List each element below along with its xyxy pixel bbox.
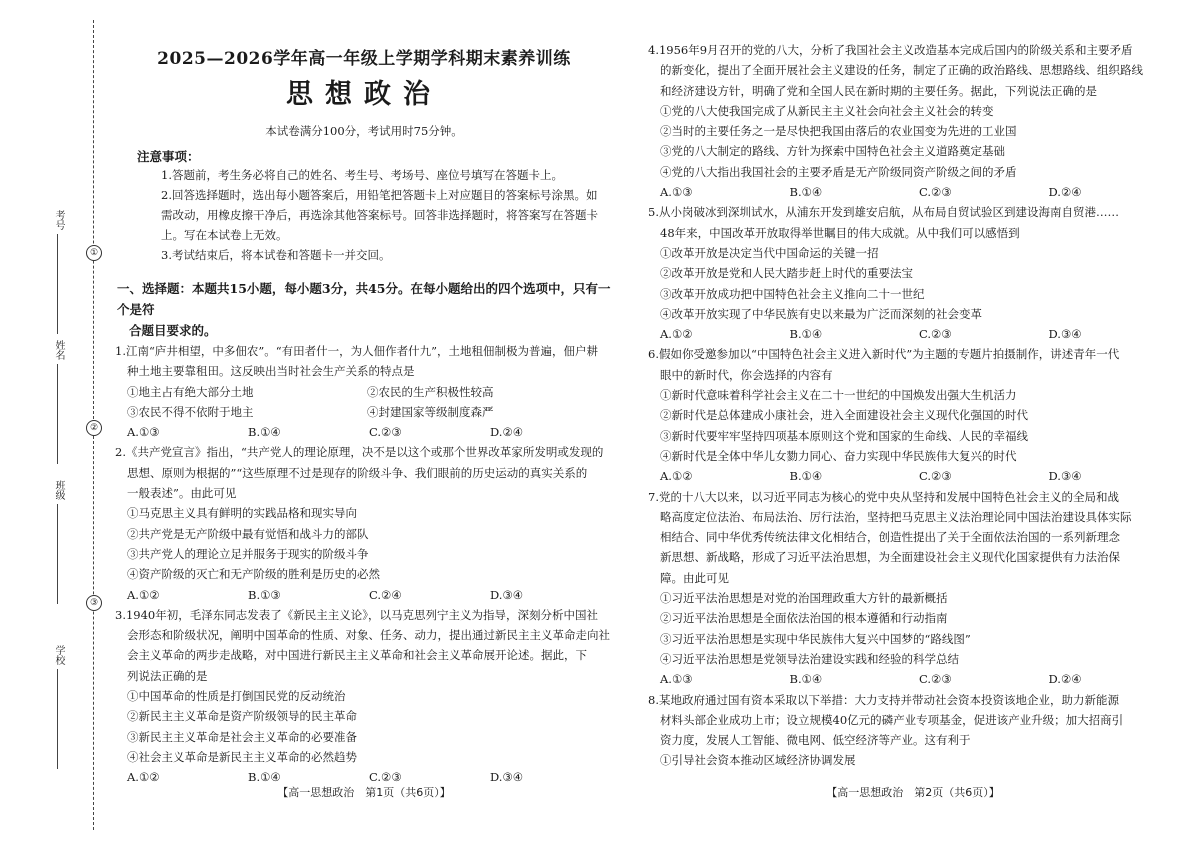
question-stem-line: 一般表述”。由此可见	[127, 486, 237, 501]
question	[648, 690, 1178, 771]
statement-option: ①马克思主义具有鲜明的实践品格和现实导向	[127, 506, 357, 521]
answer-choice: C.②③	[369, 770, 402, 785]
statement-option: ②当时的主要任务之一是尽快把我国由落后的农业国变为先进的工业国	[660, 124, 1017, 139]
binding-circle-3: ③	[86, 595, 102, 611]
answer-choice: A.①②	[660, 327, 693, 342]
answer-choices	[115, 422, 613, 442]
answer-choice: B.①④	[248, 770, 281, 785]
question-stem-line: 8.某地政府通过国有资本采取以下举措：大力支持并带动社会资本投资该地企业，助力新能源	[648, 692, 1119, 707]
question-stem-line: 眼中的新时代，你会选择的内容有	[660, 367, 833, 382]
question-stem-line: 材料头部企业成功上市；设立规模40亿元的磷产业专项基金，促进该产业升级；加大招商引	[660, 712, 1124, 727]
answer-choices	[648, 466, 1178, 486]
answer-choice: A.①③	[127, 425, 160, 440]
answer-choice: D.②④	[1048, 672, 1082, 687]
question-stem-line: 种土地主要靠租田。这反映出当时社会生产关系的特点是	[127, 364, 415, 379]
binding-margin	[0, 0, 110, 847]
binding-circle-1: ①	[86, 245, 102, 261]
question-stem-line: 会主义革命的两步走战略，对中国进行新民主主义革命和社会主义革命展开论述。据此，下	[127, 648, 587, 663]
exam-header	[115, 44, 613, 139]
field-school: 学校	[50, 645, 80, 775]
statement-option: ④封建国家等级制度森严	[367, 404, 494, 419]
question-stem-line: 新思想、新战略，形成了习近平法治思想，为全面建设社会主义现代化国家提供有力法治保	[660, 550, 1120, 565]
question-stem-line: 1.江南“庐井相望，中多佃农”。“有田者什一，为人佃作者什九”，土地租佃制极为普遍，佃户耕	[115, 344, 598, 358]
statement-option: ③改革开放成功把中国特色社会主义推向二十一世纪	[660, 286, 925, 301]
exam-title: 2025—2026学年高一年级上学期学科期末素养训练	[157, 49, 571, 69]
question-stem-line: 略高度定位法治、布局法治、厉行法治，坚持把马克思主义法治理论同中国法治建设具体实际	[660, 509, 1132, 524]
statement-option: ①引导社会资本推动区域经济协调发展	[660, 753, 856, 768]
statement-option: ①地主占有绝大部分土地	[127, 384, 254, 399]
answer-choice: D.③④	[1048, 469, 1082, 484]
statement-option: ①新时代意味着科学社会主义在二十一世纪的中国焕发出强大生机活力	[660, 388, 1017, 403]
statement-option: ③新时代要牢牢坚持四项基本原则这个党和国家的生命线、人民的幸福线	[660, 428, 1028, 443]
question-stem-line: 7.党的十八大以来，以习近平同志为核心的党中央从坚持和发展中国特色社会主义的全局和战	[648, 489, 1119, 504]
answer-choice: C.②③	[919, 672, 952, 687]
answer-choices	[648, 669, 1178, 689]
section-heading: 一、选择题：本题共15小题，每小题3分，共45分。在每小题给出的四个选项中，只有一个是符 合题目要求的。	[117, 281, 611, 338]
answer-choice: A.①③	[660, 185, 693, 200]
statement-option: ②习近平法治思想是全面依法治国的根本遵循和行动指南	[660, 611, 948, 626]
statement-option: ①习近平法治思想是对党的治国理政重大方针的最新概括	[660, 591, 948, 606]
option-row	[115, 402, 613, 422]
notice-heading: 注意事项：	[137, 149, 200, 164]
question	[115, 605, 613, 788]
notice-item: 2.回答选择题时，选出每小题答案后，用铅笔把答题卡上对应题目的答案标号涂黑。如需改动，用橡皮擦干净后，再选涂其他答案标号。回答非选择题时，将答案写在答题卡上。写在本试卷上无效。	[161, 188, 598, 242]
statement-option: ③新民主主义革命是社会主义革命的必要准备	[127, 729, 357, 744]
statement-option: ④社会主义革命是新民主主义革命的必然趋势	[127, 749, 357, 764]
answer-choice: A.①②	[660, 469, 693, 484]
option-row	[115, 382, 613, 402]
statement-option: ④改革开放实现了中华民族有史以来最为广泛而深刻的社会变革	[660, 306, 982, 321]
question-stem-line: 6.假如你受邀参加以“中国特色社会主义进入新时代”为主题的专题片拍摄制作，讲述青年一代	[648, 347, 1120, 362]
statement-option: ③共产党人的理论立足并服务于现实的阶级斗争	[127, 546, 369, 561]
binding-circle-2: ②	[86, 420, 102, 436]
page-footer: 【高一思想政治 第2页（共6页）】	[826, 786, 1000, 799]
question-stem-line: 4.1956年9月召开的党的八大，分析了我国社会主义改造基本完成后国内的阶级关系和主要矛盾	[648, 43, 1133, 57]
question	[115, 442, 613, 604]
statement-option: ②农民的生产积极性较高	[367, 384, 494, 399]
answer-choices	[115, 585, 613, 605]
notice-item: 1.答题前，考生务必将自己的姓名、考生号、考场号、座位号填写在答题卡上。	[161, 168, 563, 182]
question-stem-line: 5.从小岗破冰到深圳试水，从浦东开发到雄安启航，从布局自贸试验区到建设海南自贸港……	[648, 205, 1119, 220]
answer-choice: B.①④	[789, 469, 823, 484]
page-footer: 【高一思想政治 第1页（共6页）】	[277, 786, 451, 799]
right-question-list	[648, 40, 1178, 771]
statement-option: ④资产阶级的灭亡和无产阶级的胜利是历史的必然	[127, 567, 380, 582]
answer-choice: A.①②	[127, 770, 160, 785]
answer-choice: D.③④	[490, 770, 524, 785]
question	[648, 40, 1178, 202]
answer-choice: D.②④	[1048, 185, 1082, 200]
field-exam-number: 考号	[50, 210, 80, 340]
answer-choice: C.②③	[919, 469, 952, 484]
answer-choices	[648, 324, 1178, 344]
question	[648, 344, 1178, 486]
question-stem-line: 的新变化，提出了全面开展社会主义建设的任务，制定了正确的政治路线、思想路线、组织路线	[660, 63, 1143, 78]
question-stem-line: 相结合、同中华优秀传统法律文化相结合，创造性提出了关于全面依法治国的一系列新理念	[660, 530, 1120, 545]
question-stem-line: 和经济建设方针，明确了党和全国人民在新时期的主要任务。据此，下列说法正确的是	[660, 83, 1097, 98]
answer-choice: B.①④	[789, 185, 823, 200]
statement-option: ②共产党是无产阶级中最有觉悟和战斗力的部队	[127, 526, 369, 541]
question	[648, 202, 1178, 344]
score-note: 本试卷满分100分，考试用时75分钟。	[265, 124, 463, 138]
statement-option: ③习近平法治思想是实现中华民族伟大复兴中国梦的“路线图”	[660, 631, 971, 646]
statement-option: ②改革开放是党和人民大踏步赶上时代的重要法宝	[660, 266, 913, 281]
subject-title: 思想政治	[286, 79, 442, 110]
answer-choice: A.①②	[127, 587, 160, 602]
answer-choice: B.①③	[248, 587, 281, 602]
statement-option: ③农民不得不依附于地主	[127, 404, 254, 419]
notice-item: 3.考试结束后，将本试卷和答题卡一并交回。	[161, 248, 391, 262]
question-stem-line: 列说法正确的是	[127, 668, 208, 683]
statement-option: ①中国革命的性质是打倒国民党的反动统治	[127, 689, 346, 704]
answer-choice: B.①④	[789, 327, 823, 342]
answer-choice: C.②③	[919, 327, 952, 342]
statement-option: ④新时代是全体中华儿女勠力同心、奋力实现中华民族伟大复兴的时代	[660, 448, 1017, 463]
page-1	[115, 0, 613, 847]
answer-choice: C.②④	[369, 587, 402, 602]
statement-option: ②新民主主义革命是资产阶级领导的民主革命	[127, 709, 357, 724]
answer-choice: D.③④	[490, 587, 524, 602]
question-stem-line: 思想、原则为根据的”“这些原理不过是现存的阶级斗争、我们眼前的历史运动的真实关系的	[127, 465, 588, 480]
answer-choice: B.①④	[248, 425, 281, 440]
field-class: 班级	[50, 480, 80, 610]
statement-option: ④习近平法治思想是党领导法治建设实践和经验的科学总结	[660, 651, 959, 666]
question	[115, 341, 613, 442]
question-stem-line: 3.1940年初，毛泽东同志发表了《新民主主义论》，以马克思列宁主义为指导，深刻分析中国社	[115, 607, 598, 622]
answer-choice: D.②④	[490, 425, 524, 440]
field-name: 姓名	[50, 340, 80, 470]
statement-option: ③党的八大制定的路线、方针为探索中国特色社会主义道路奠定基础	[660, 144, 1005, 159]
statement-option: ④党的八大指出我国社会的主要矛盾是无产阶级同资产阶级之间的矛盾	[660, 164, 1017, 179]
statement-option: ②新时代是总体建成小康社会，进入全面建设社会主义现代化强国的时代	[660, 408, 1028, 423]
statement-option: ①党的八大使我国完成了从新民主主义社会向社会主义社会的转变	[660, 103, 994, 118]
answer-choice: C.②③	[369, 425, 402, 440]
question-stem-line: 障。由此可见	[660, 570, 729, 585]
statement-option: ①改革开放是决定当代中国命运的关键一招	[660, 245, 879, 260]
question	[648, 487, 1178, 690]
question-stem-line: 2.《共产党宣言》指出，“共产党人的理论原理，决不是以这个或那个世界改革家所发明或发现的	[115, 445, 604, 460]
page-2	[648, 0, 1178, 847]
answer-choice: B.①④	[789, 672, 823, 687]
question-stem-line: 会形态和阶级状况，阐明中国革命的性质、对象、任务、动力，提出通过新民主主义革命走向社	[127, 628, 610, 643]
answer-choice: C.②③	[919, 185, 952, 200]
left-question-list	[115, 341, 613, 788]
question-stem-line: 48年来，中国改革开放取得举世瞩目的伟大成就。从中我们可以感悟到	[660, 225, 1020, 240]
answer-choices	[648, 182, 1178, 202]
answer-choice: A.①③	[660, 672, 693, 687]
answer-choice: D.③④	[1048, 327, 1082, 342]
question-stem-line: 资力度，发展人工智能、微电网、低空经济等产业。这有利于	[660, 733, 971, 748]
